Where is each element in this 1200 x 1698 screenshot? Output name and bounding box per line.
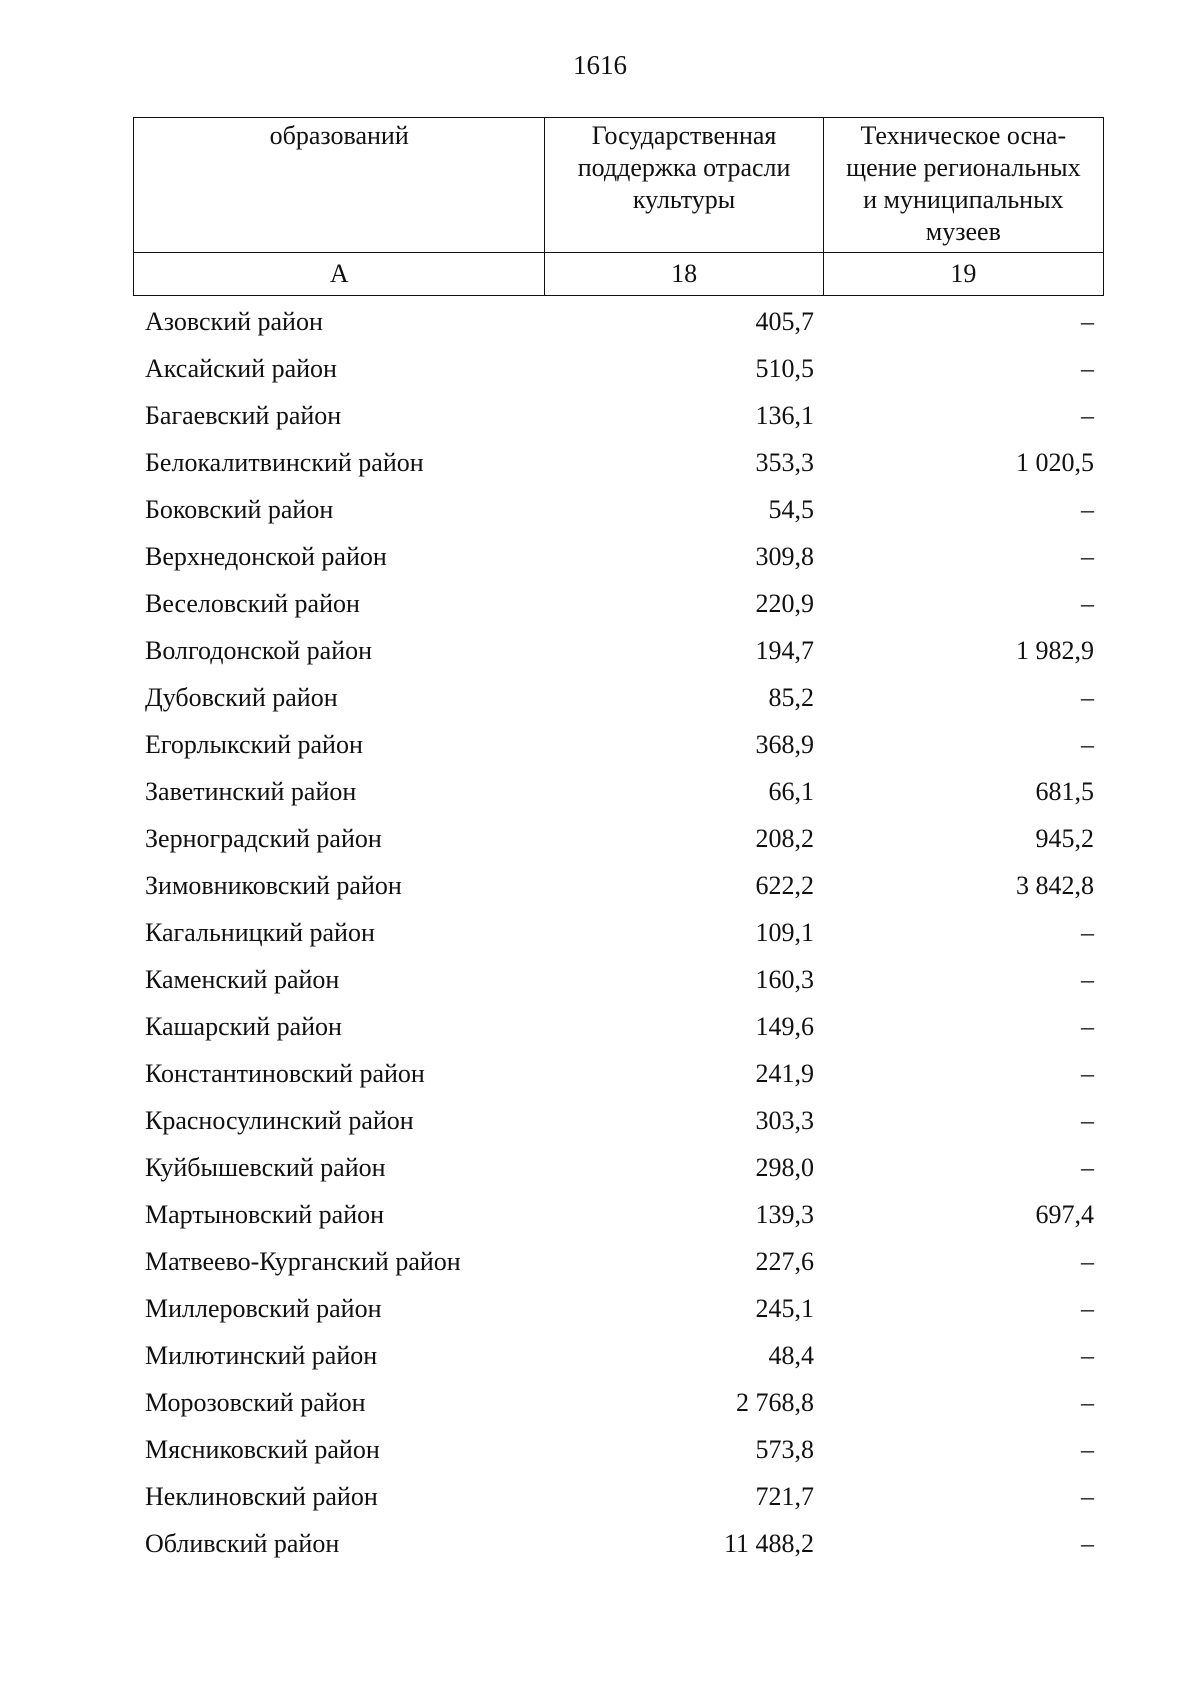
table-row bbox=[133, 1430, 1104, 1477]
header-col-a bbox=[134, 118, 545, 253]
value-col-19: – bbox=[1081, 1435, 1094, 1464]
table-row bbox=[133, 772, 1104, 819]
table-row bbox=[133, 1524, 1104, 1571]
district-name: Багаевский район bbox=[145, 401, 342, 430]
district-name: Миллеровский район bbox=[145, 1294, 382, 1323]
value-col-19: – bbox=[1081, 542, 1094, 571]
value-col-18: 54,5 bbox=[768, 495, 814, 524]
table-row bbox=[133, 725, 1104, 772]
district-name: Мясниковский район bbox=[145, 1435, 380, 1464]
value-col-19: – bbox=[1081, 918, 1094, 947]
value-col-19: 681,5 bbox=[1035, 777, 1094, 806]
table-row bbox=[133, 302, 1104, 349]
district-name: Красносулинский район bbox=[145, 1106, 414, 1135]
value-col-18: 149,6 bbox=[755, 1012, 814, 1041]
header-line: образований bbox=[269, 121, 409, 150]
value-col-18: 139,3 bbox=[755, 1200, 814, 1229]
value-col-19: – bbox=[1081, 495, 1094, 524]
district-name: Мартыновский район bbox=[145, 1200, 385, 1229]
header-line: Государственная bbox=[591, 121, 777, 150]
table-row bbox=[133, 537, 1104, 584]
district-name: Константиновский район bbox=[145, 1059, 425, 1088]
table-row bbox=[133, 1054, 1104, 1101]
table-row bbox=[133, 1289, 1104, 1336]
table-row bbox=[133, 960, 1104, 1007]
district-name: Веселовский район bbox=[145, 589, 360, 618]
district-name: Егорлыкский район bbox=[145, 730, 363, 759]
table-row bbox=[133, 1242, 1104, 1289]
value-col-19: – bbox=[1081, 1529, 1094, 1558]
value-col-18: 405,7 bbox=[755, 307, 814, 336]
table-row bbox=[133, 819, 1104, 866]
header-line: поддержка отрасли bbox=[577, 153, 791, 182]
district-name: Неклиновский район bbox=[145, 1482, 378, 1511]
table-row bbox=[133, 1336, 1104, 1383]
value-col-19: – bbox=[1081, 1106, 1094, 1135]
value-col-19: 1 020,5 bbox=[1016, 448, 1094, 477]
value-col-18: 85,2 bbox=[768, 683, 814, 712]
value-col-19: – bbox=[1081, 401, 1094, 430]
value-col-19: – bbox=[1081, 965, 1094, 994]
table-row bbox=[133, 443, 1104, 490]
value-col-19: – bbox=[1081, 683, 1094, 712]
table-row bbox=[133, 1195, 1104, 1242]
district-name: Куйбышевский район bbox=[145, 1153, 386, 1182]
header-line: Техническое осна- bbox=[860, 121, 1067, 150]
value-col-18: 2 768,8 bbox=[736, 1388, 814, 1417]
table-row bbox=[133, 913, 1104, 960]
column-number-18: 18 bbox=[545, 253, 823, 296]
table-header bbox=[133, 117, 1104, 296]
district-name: Волгодонской район bbox=[145, 636, 373, 665]
value-col-18: 368,9 bbox=[755, 730, 814, 759]
value-col-19: 3 842,8 bbox=[1016, 871, 1094, 900]
value-col-18: 241,9 bbox=[755, 1059, 814, 1088]
table-row bbox=[133, 866, 1104, 913]
value-col-18: 510,5 bbox=[755, 354, 814, 383]
district-name: Обливский район bbox=[145, 1529, 340, 1558]
table-row bbox=[133, 678, 1104, 725]
table-row bbox=[133, 631, 1104, 678]
district-name: Каменский район bbox=[145, 965, 340, 994]
table-row bbox=[133, 1007, 1104, 1054]
value-col-19: – bbox=[1081, 589, 1094, 618]
header-line: музеев bbox=[925, 217, 1001, 246]
table-row bbox=[133, 584, 1104, 631]
district-name: Аксайский район bbox=[145, 354, 337, 383]
value-col-18: 573,8 bbox=[755, 1435, 814, 1464]
table-row bbox=[133, 349, 1104, 396]
table-row bbox=[133, 1383, 1104, 1430]
table-row bbox=[133, 396, 1104, 443]
value-col-18: 66,1 bbox=[768, 777, 814, 806]
value-col-18: 309,8 bbox=[755, 542, 814, 571]
district-name: Кагальницкий район bbox=[145, 918, 375, 947]
value-col-19: – bbox=[1081, 307, 1094, 336]
value-col-18: 208,2 bbox=[755, 824, 814, 853]
value-col-18: 194,7 bbox=[755, 636, 814, 665]
value-col-18: 303,3 bbox=[755, 1106, 814, 1135]
value-col-18: 109,1 bbox=[755, 918, 814, 947]
table-row bbox=[133, 490, 1104, 537]
district-name: Милютинский район bbox=[145, 1341, 378, 1370]
value-col-19: – bbox=[1081, 354, 1094, 383]
district-name: Морозовский район bbox=[145, 1388, 366, 1417]
district-name: Зимовниковский район bbox=[145, 871, 402, 900]
value-col-18: 11 488,2 bbox=[723, 1529, 814, 1558]
table-body bbox=[133, 302, 1104, 1571]
value-col-19: – bbox=[1081, 1012, 1094, 1041]
column-number-19: 19 bbox=[823, 253, 1103, 296]
value-col-19: 1 982,9 bbox=[1016, 636, 1094, 665]
column-number-a: А bbox=[134, 253, 545, 296]
value-col-19: – bbox=[1081, 1341, 1094, 1370]
district-name: Белокалитвинский район bbox=[145, 448, 424, 477]
header-line: культуры bbox=[632, 185, 736, 214]
page-number: 1616 bbox=[573, 50, 627, 80]
table-row bbox=[133, 1477, 1104, 1524]
value-col-18: 353,3 bbox=[755, 448, 814, 477]
value-col-19: 697,4 bbox=[1035, 1200, 1094, 1229]
value-col-19: 945,2 bbox=[1035, 824, 1094, 853]
district-name: Матвеево-Курганский район bbox=[145, 1247, 461, 1276]
district-name: Азовский район bbox=[145, 307, 323, 336]
header-line: и муниципальных bbox=[863, 185, 1064, 214]
district-name: Зерноградский район bbox=[145, 824, 382, 853]
value-col-19: – bbox=[1081, 1294, 1094, 1323]
value-col-18: 245,1 bbox=[755, 1294, 814, 1323]
value-col-19: – bbox=[1081, 730, 1094, 759]
header-col-18 bbox=[545, 118, 823, 253]
district-name: Дубовский район bbox=[145, 683, 338, 712]
value-col-19: – bbox=[1081, 1247, 1094, 1276]
value-col-18: 160,3 bbox=[755, 965, 814, 994]
value-col-18: 220,9 bbox=[755, 589, 814, 618]
district-name: Верхнедонской район bbox=[145, 542, 387, 571]
value-col-18: 622,2 bbox=[755, 871, 814, 900]
value-col-19: – bbox=[1081, 1482, 1094, 1511]
header-line: щение региональных bbox=[846, 153, 1081, 182]
table-row bbox=[133, 1148, 1104, 1195]
value-col-19: – bbox=[1081, 1388, 1094, 1417]
table-row bbox=[133, 1101, 1104, 1148]
value-col-18: 721,7 bbox=[755, 1482, 814, 1511]
value-col-18: 298,0 bbox=[755, 1153, 814, 1182]
value-col-19: – bbox=[1081, 1059, 1094, 1088]
district-name: Заветинский район bbox=[145, 777, 357, 806]
value-col-18: 136,1 bbox=[755, 401, 814, 430]
header-col-19 bbox=[823, 118, 1103, 253]
district-name: Боковский район bbox=[145, 495, 334, 524]
value-col-18: 227,6 bbox=[755, 1247, 814, 1276]
value-col-18: 48,4 bbox=[768, 1341, 814, 1370]
value-col-19: – bbox=[1081, 1153, 1094, 1182]
district-name: Кашарский район bbox=[145, 1012, 342, 1041]
header-row bbox=[134, 118, 1104, 253]
column-number-row bbox=[134, 253, 1104, 296]
